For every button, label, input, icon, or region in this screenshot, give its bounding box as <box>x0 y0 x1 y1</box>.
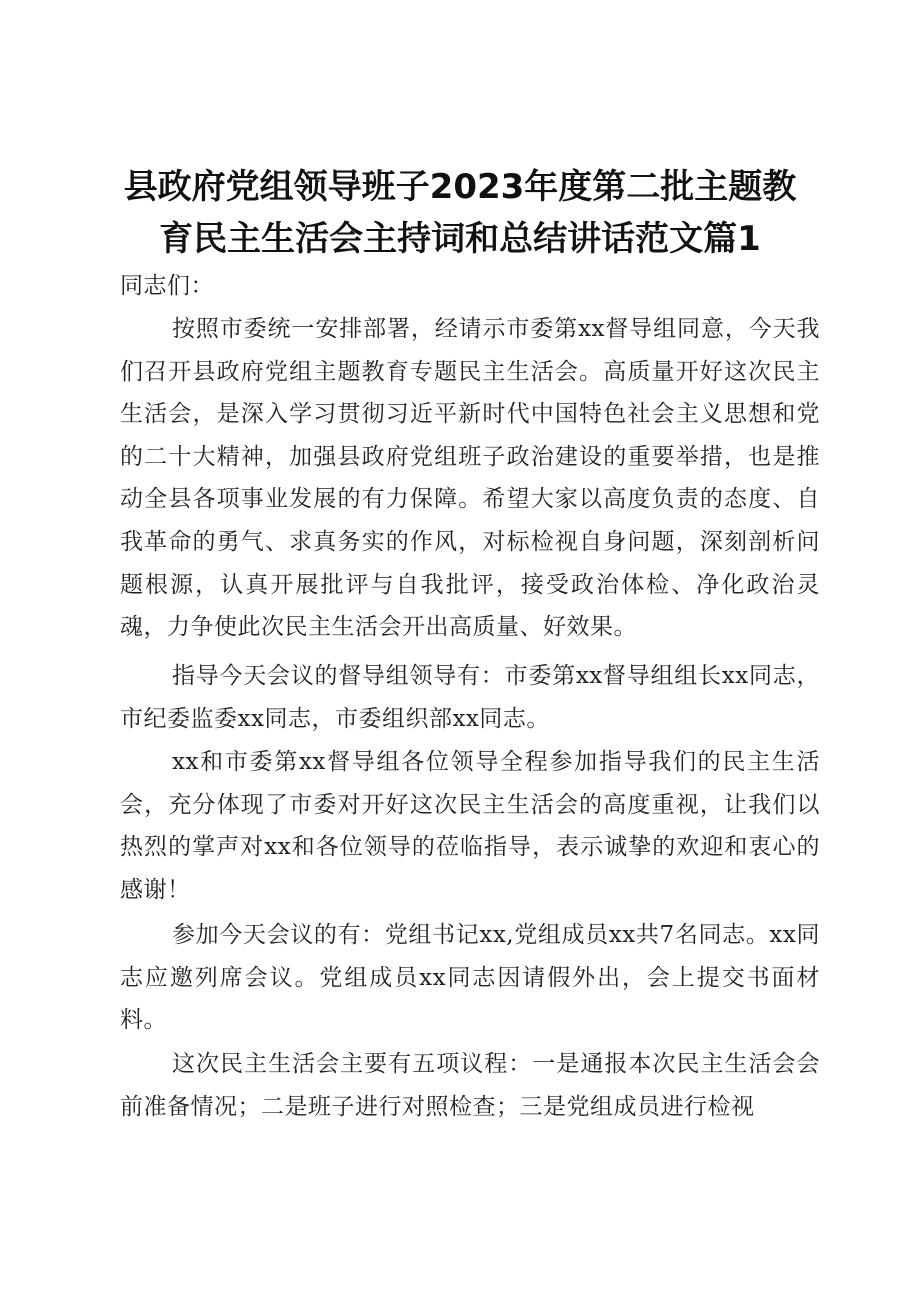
document-title-line-2: 育民主生活会主持词和总结讲话范文篇1 <box>159 219 761 259</box>
paragraph-attendees: 参加今天会议的有：党组书记xx,党组成员xx共7名同志。xx同志应邀列席会议。党组成员xx同志因请假外出，会上提交书面材料。 <box>120 922 820 1034</box>
paragraph-agenda: 这次民主生活会主要有五项议程：一是通报本次民主生活会会前准备情况；二是班子进行对照检查；三是党组成员进行检视 <box>120 1051 820 1120</box>
paragraph-welcome: xx和市委第xx督导组各位领导全程参加指导我们的民主生活会，充分体现了市委对开好这次民主生活会的高度重视，让我们以热烈的掌声对xx和各位领导的莅临指导，表示诚挚的欢迎和衷心的感谢！ <box>120 749 820 903</box>
document-title-line-1: 县政府党组领导班子2023年度第二批主题教 <box>123 167 797 207</box>
paragraph-supervisors: 指导今天会议的督导组领导有：市委第xx督导组组长xx同志，市纪委监委xx同志，市委组织部xx同志。 <box>120 663 820 732</box>
salutation: 同志们： <box>120 273 214 299</box>
paragraph-opening: 按照市委统一安排部署，经请示市委第xx督导组同意，今天我们召开县政府党组主题教育专题民主生活会。高质量开好这次民主生活会，是深入学习贯彻习近平新时代中国特色社会主义思想和党的二十大精神，加强县政府党组班子政治建设的重要举措，也是推动全县各项事业发展的有力保障。希望大家以高度负责的态度、自我革命的勇气、求真务实的作风，对标检视自身问题，深刻剖析问题根源，认真开展批评与自我批评，接受政治体检、净化政治灵魂，力争使此次民主生活会开出高质量、好效果。 <box>120 316 820 641</box>
